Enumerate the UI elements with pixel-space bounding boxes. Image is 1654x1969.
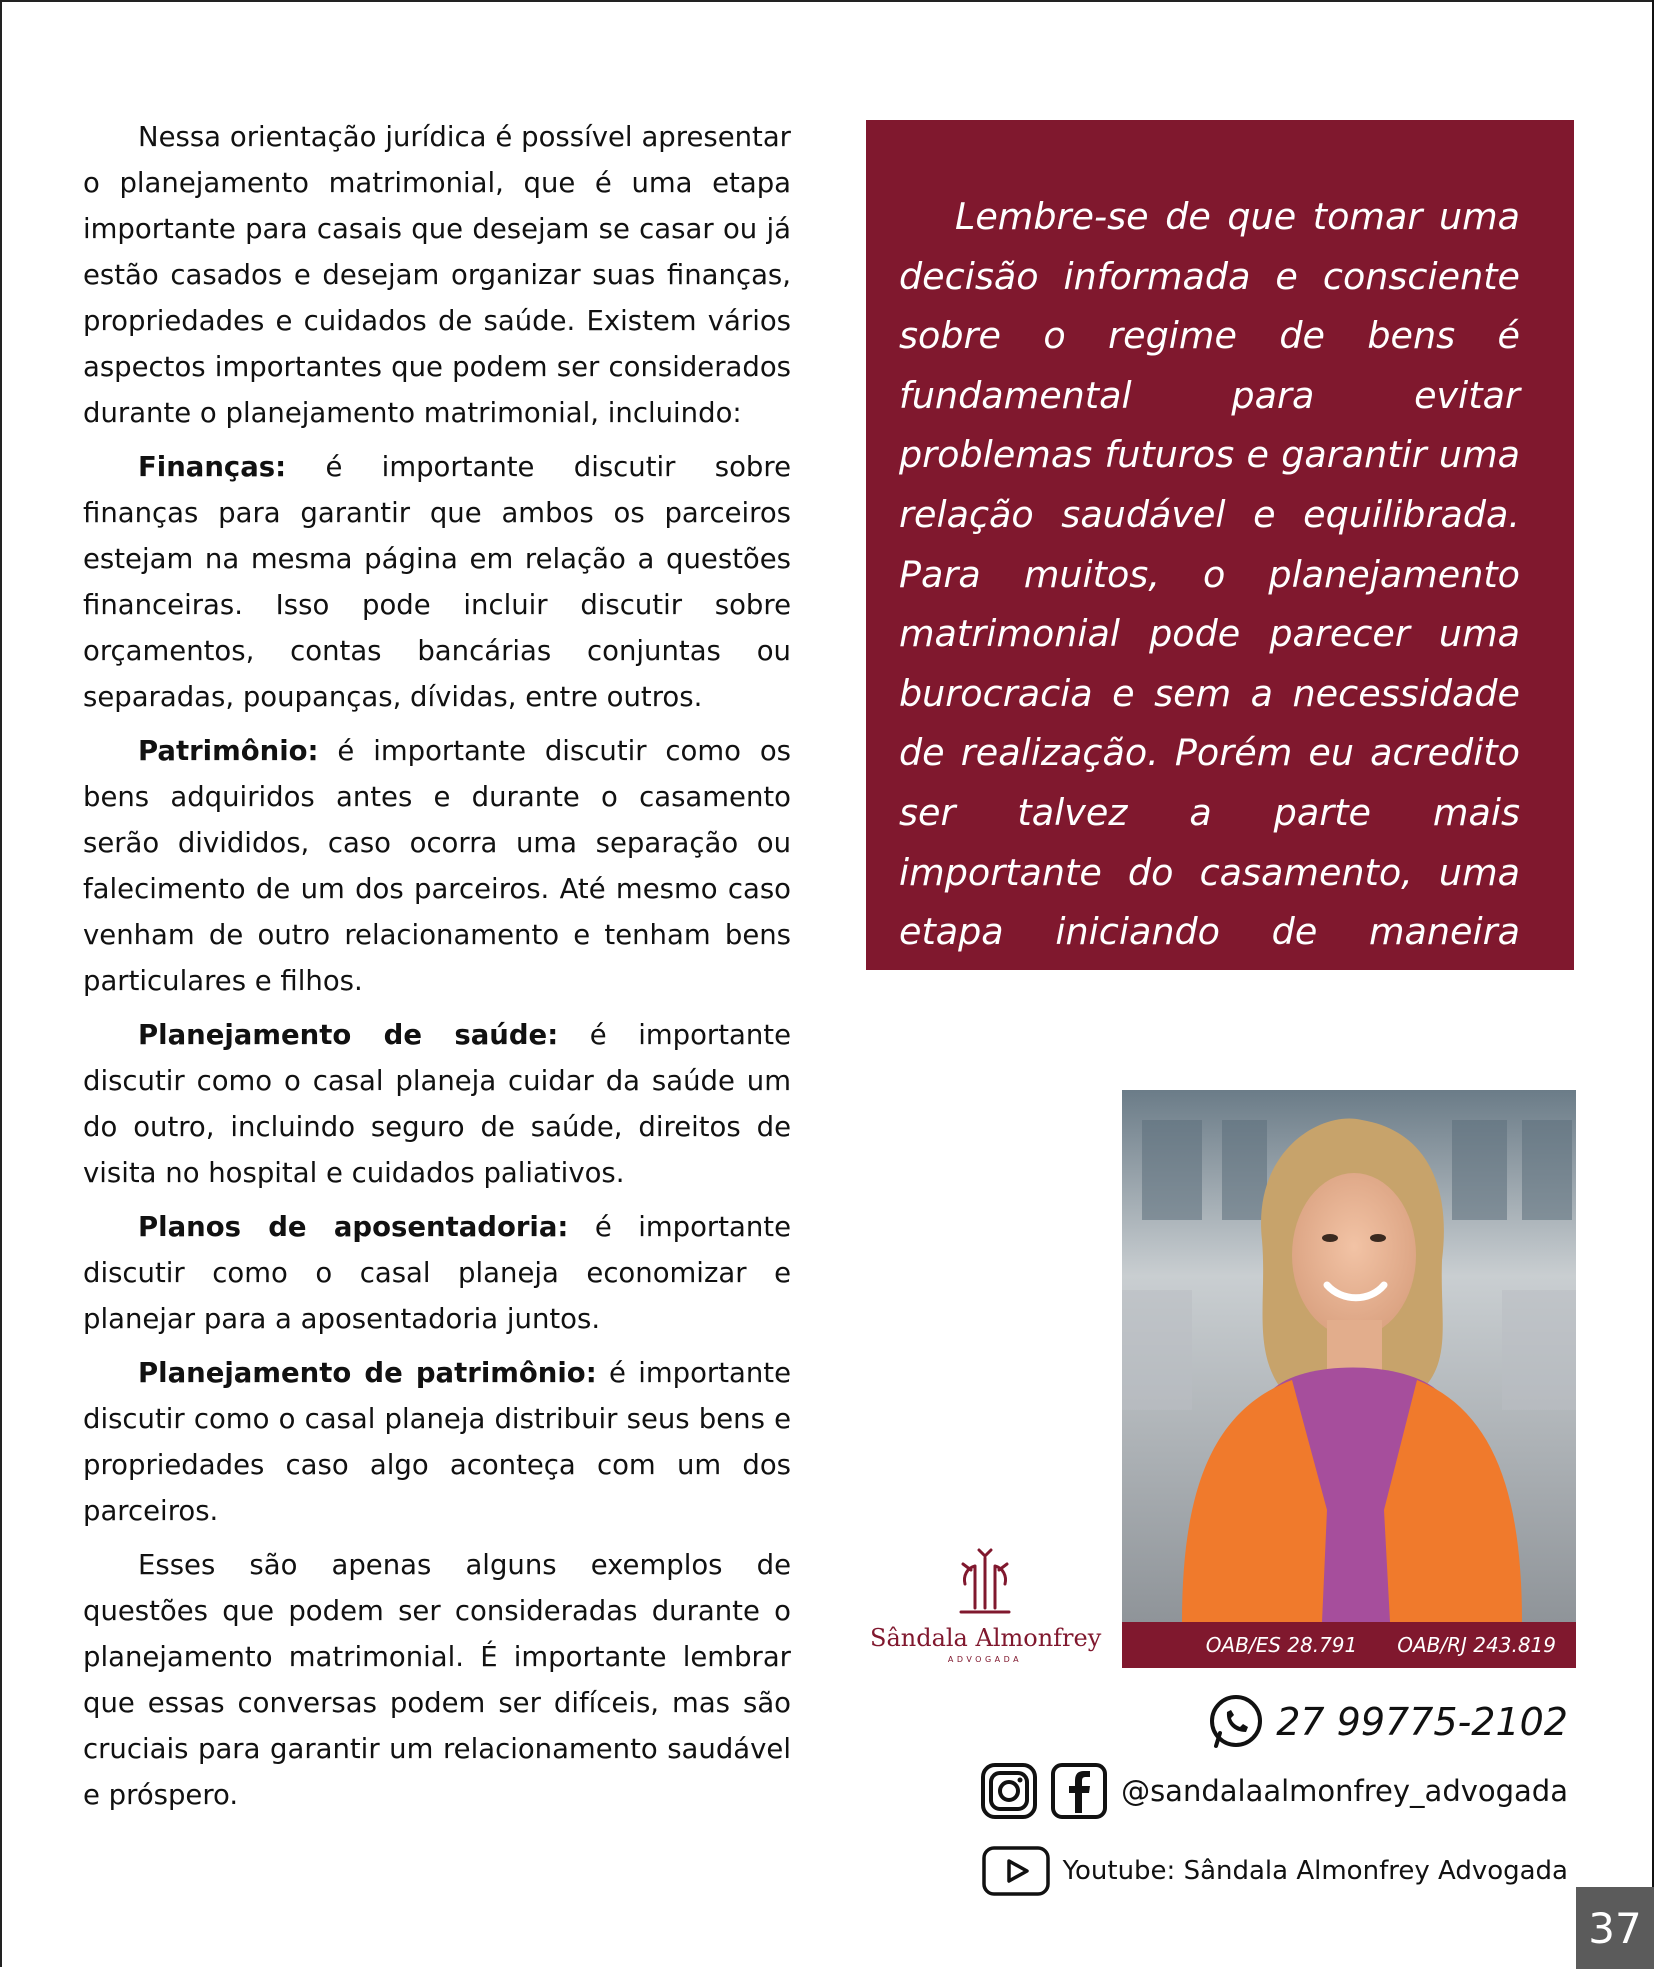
quote-box [866, 120, 1574, 1013]
logo-name: Sândala Almonfrey [870, 1624, 1102, 1652]
quote-text: Lembre-se de que tomar uma decisão informada e consciente sobre o regime de bens é fundamental para evitar problemas futuros e garantir uma relação saudável e equilibrada. Para muitos, o planejamento matrimonial pode parecer uma burocracia e sem a necessidade de realização. Porém eu acredito ser talvez a parte mais importante do casamento, uma etapa iniciando de maneira saudável. [899, 195, 1520, 1013]
logo [870, 1548, 1100, 1673]
article-item-patrimonio [83, 728, 791, 1004]
facebook-icon[interactable] [1049, 1761, 1109, 1821]
item-text: é importante discutir como o casal planeja distribuir seus bens e propriedades caso algo aconteça com um dos parceiros. [83, 1357, 792, 1527]
youtube-row [981, 1842, 1568, 1900]
social-handle[interactable]: @sandalaalmonfrey_advogada [1121, 1774, 1568, 1808]
instagram-icon[interactable] [979, 1761, 1039, 1821]
article-item-saude [83, 1012, 791, 1196]
phone-row [1206, 1690, 1568, 1754]
article-item-aposentadoria [83, 1204, 791, 1342]
phone-number[interactable]: 27 99775-2102 [1276, 1700, 1568, 1744]
page-number: 37 [1576, 1887, 1654, 1969]
youtube-icon[interactable] [981, 1845, 1051, 1897]
item-text: é importante discutir como os bens adquiridos antes e durante o casamento serão divididos, caso ocorra uma separação ou falecimento de um dos parceiros. Até mesmo caso venham de outro relacionamento e tenham bens particulares e filhos. [83, 735, 791, 997]
article-closing: Esses são apenas alguns exemplos de questões que podem ser consideradas durante o planejamento matrimonial. É importante lembrar que essas conversas podem ser difíceis, mas são cruciais para garantir um relacionamento saudável e próspero. [83, 1549, 791, 1811]
item-heading: Finanças: [138, 451, 287, 483]
article-column [83, 114, 791, 1826]
item-text: é importante discutir sobre finanças para garantir que ambos os parceiros estejam na mesma página em relação a questões financeiras. Isso pode incluir discutir sobre orçamentos, contas bancárias conjuntas ou separadas, poupanças, dívidas, entre outros. [83, 451, 791, 713]
youtube-channel[interactable]: Youtube: Sândala Almonfrey Advogada [1062, 1856, 1568, 1886]
article-item-planejamento-patrimonio [83, 1350, 791, 1534]
article-item-financas [83, 444, 791, 720]
item-heading: Planos de aposentadoria: [138, 1211, 569, 1243]
logo-subtitle: ADVOGADA [947, 1655, 1023, 1664]
whatsapp-icon[interactable] [1206, 1692, 1266, 1752]
item-heading: Planejamento de saúde: [138, 1019, 559, 1051]
oab-es: OAB/ES 28.791 [1205, 1633, 1358, 1657]
scales-logo-icon [953, 1548, 1017, 1618]
oab-rj: OAB/RJ 243.819 [1397, 1633, 1556, 1657]
photo-caption [1122, 1622, 1576, 1668]
article-intro: Nessa orientação jurídica é possível apresentar o planejamento matrimonial, que é uma etapa importante para casais que desejam se casar ou já estão casados e desejam organizar suas finanças, propriedades e cuidados de saúde. Existem vários aspectos importantes que podem ser considerados durante o planejamento matrimonial, incluindo: [83, 121, 791, 429]
item-heading: Patrimônio: [138, 735, 319, 767]
social-row [979, 1760, 1568, 1822]
lawyer-photo [1122, 1090, 1576, 1622]
item-heading: Planejamento de patrimônio: [138, 1357, 597, 1389]
item-text: é importante discutir como o casal planeja economizar e planejar para a aposentadoria juntos. [83, 1211, 791, 1335]
item-text: é importante discutir como o casal planeja cuidar da saúde um do outro, incluindo seguro de saúde, direitos de visita no hospital e cuidados paliativos. [83, 1019, 791, 1189]
